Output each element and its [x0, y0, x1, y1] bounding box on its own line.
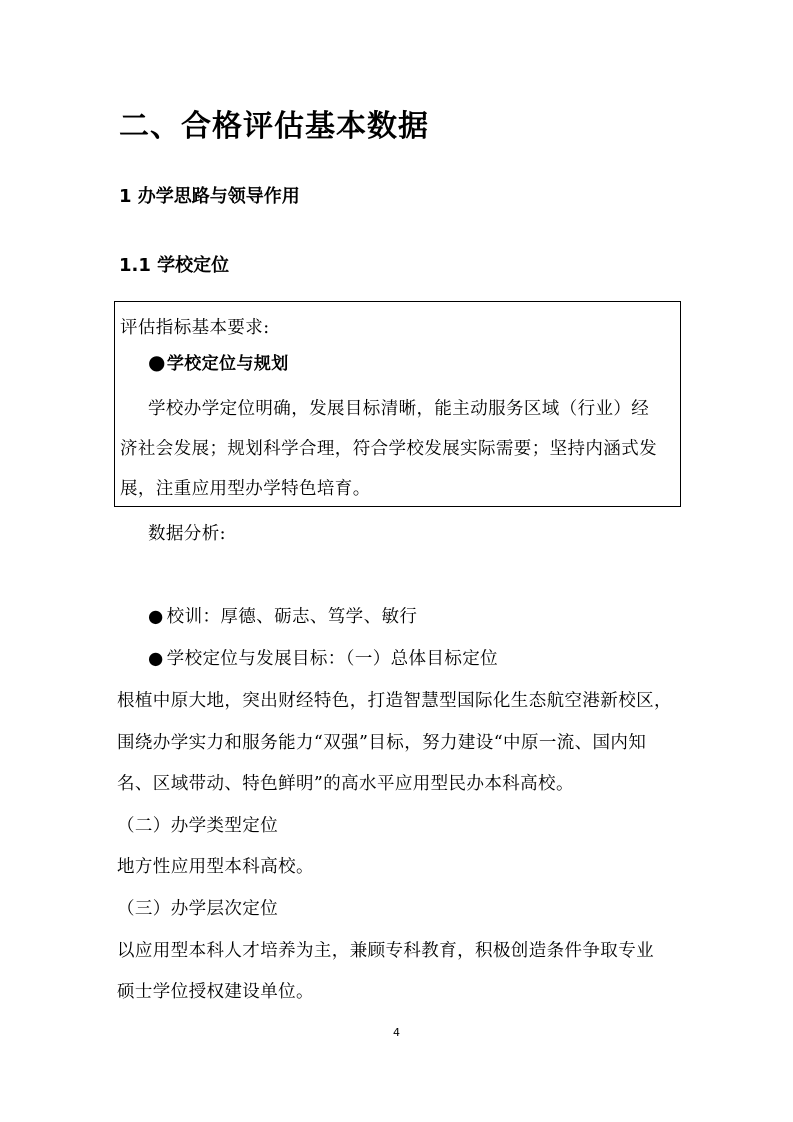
requirements-text-line: 济社会发展；规划科学合理，符合学校发展实际需要；坚持内涵式发	[120, 439, 657, 459]
level-text-line: 以应用型本科人才培养为主，兼顾专科教育，积极创造条件争取专业	[117, 941, 654, 961]
goal-heading-text: 学校定位与发展目标：（一）总体目标定位	[166, 649, 499, 669]
requirements-subheading-text: 学校定位与规划	[166, 354, 289, 374]
goal-text-line: 名、区域带动、特色鲜明”的高水平应用型民办本科高校。	[117, 774, 574, 794]
motto-text: 校训：厚德、砺志、笃学、敏行	[166, 607, 418, 627]
goal-text-line: 根植中原大地，突出财经特色，打造智慧型国际化生态航空港新校区，	[117, 691, 672, 711]
section-heading: 二、合格评估基本数据	[119, 109, 429, 144]
requirements-box	[114, 301, 681, 507]
requirements-title: 评估指标基本要求:	[120, 318, 270, 338]
goal-item	[148, 645, 498, 670]
type-heading: （二）办学类型定位	[117, 816, 279, 836]
level-text-line: 硕士学位授权建设单位。	[117, 982, 314, 1002]
bullet-icon: ●	[148, 649, 164, 669]
motto-item	[148, 603, 417, 628]
page-number: 4	[393, 1026, 400, 1039]
analysis-label: 数据分析:	[148, 524, 226, 544]
goal-text-line: 围绕办学实力和服务能力“双强”目标，努力建设“中原一流、国内知	[117, 733, 647, 753]
bullet-icon: ●	[148, 350, 166, 374]
requirements-subheading	[148, 349, 289, 374]
requirements-text-line: 展，注重应用型办学特色培育。	[120, 479, 371, 499]
level-heading: （三）办学层次定位	[117, 899, 279, 919]
sub-subsection-heading: 1.1 学校定位	[119, 255, 230, 276]
bullet-icon: ●	[148, 607, 164, 627]
subsection-heading: 1 办学思路与领导作用	[119, 186, 300, 207]
requirements-text-line: 学校办学定位明确，发展目标清晰，能主动服务区域（行业）经	[148, 399, 650, 419]
type-text: 地方性应用型本科高校。	[117, 857, 314, 877]
